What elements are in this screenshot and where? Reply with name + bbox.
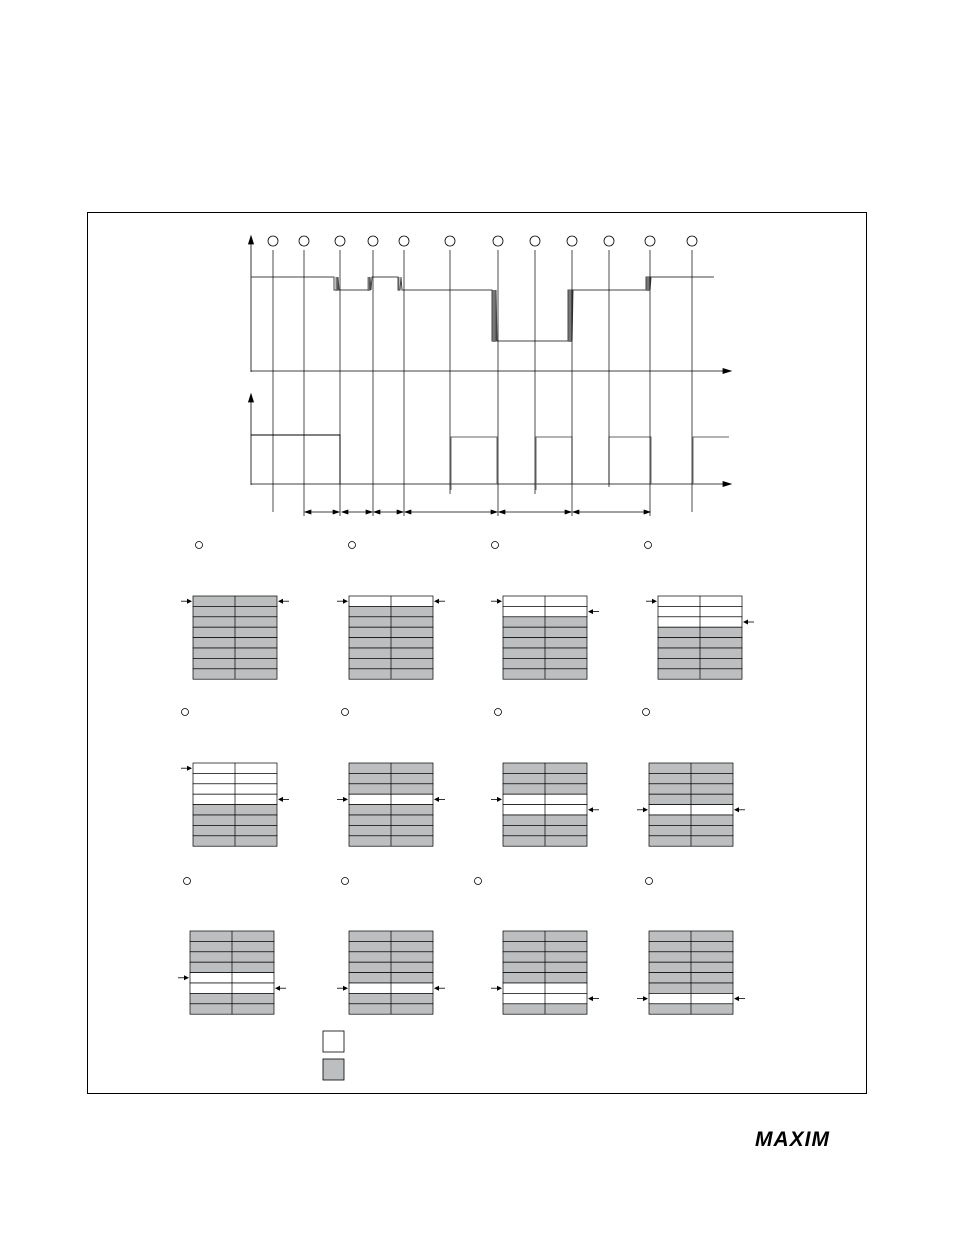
write-pointer-arrow-icon [434, 986, 445, 991]
lower-pulse-5 [693, 437, 729, 484]
lower-pulse-4 [609, 437, 651, 484]
step-marker-circle [445, 236, 455, 246]
step-marker-circle [567, 236, 577, 246]
write-pointer-arrow-icon [588, 609, 599, 614]
fifo-step-circle [495, 709, 502, 716]
fifo-step-circle [646, 878, 653, 885]
fifo-table-2 [337, 542, 445, 680]
read-pointer-arrow-icon [178, 975, 189, 980]
step-marker-circle [530, 236, 540, 246]
upper-waveform-trace [251, 277, 714, 342]
read-pointer-arrow-icon [637, 996, 648, 1001]
read-pointer-arrow-icon [491, 986, 502, 991]
fifo-table-8 [637, 709, 745, 847]
fifo-step-circle [342, 709, 349, 716]
fifo-table-11 [475, 878, 600, 1015]
write-pointer-arrow-icon [588, 996, 599, 1001]
read-pointer-arrow-icon [337, 599, 348, 604]
write-pointer-arrow-icon [734, 996, 745, 1001]
upper-trace-edges [336, 277, 649, 342]
fifo-table-12 [637, 878, 745, 1015]
fifo-step-circle [184, 878, 191, 885]
fifo-step-circle [475, 878, 482, 885]
write-pointer-arrow-icon [434, 599, 445, 604]
step-marker-circle [687, 236, 697, 246]
write-pointer-arrow-icon [588, 807, 599, 812]
upper-waveform-axes [249, 236, 732, 374]
fifo-table-6 [337, 709, 445, 847]
legend-filled-swatch [323, 1059, 344, 1080]
step-marker-circle [335, 236, 345, 246]
fifo-table-3 [491, 542, 599, 680]
read-pointer-arrow-icon [491, 599, 502, 604]
read-pointer-arrow-icon [337, 797, 348, 802]
fifo-table-9 [178, 878, 286, 1015]
write-pointer-arrow-icon [734, 807, 745, 812]
interval-arrows [305, 510, 650, 514]
write-pointer-arrow-icon [743, 620, 754, 625]
upper-y-arrow-icon [249, 236, 254, 244]
logo-text: MAXIM [755, 1128, 830, 1150]
maxim-logo [755, 1126, 865, 1150]
fifo-table-10 [337, 878, 445, 1015]
upper-trace-line [251, 277, 714, 341]
step-marker-circle [299, 236, 309, 246]
fifo-table-5 [181, 709, 289, 847]
read-pointer-arrow-icon [491, 797, 502, 802]
write-pointer-arrow-icon [275, 986, 286, 991]
lower-pulse-3 [536, 437, 572, 490]
read-pointer-arrow-icon [181, 766, 192, 771]
fifo-step-circle [349, 542, 356, 549]
read-pointer-arrow-icon [637, 807, 648, 812]
step-marker-circle [268, 236, 278, 246]
step-markers [268, 236, 697, 246]
lower-waveform-axes [249, 394, 732, 487]
fifo-step-circle [196, 542, 203, 549]
write-pointer-arrow-icon [278, 599, 289, 604]
lower-pulse-2 [451, 437, 497, 490]
read-pointer-arrow-icon [337, 986, 348, 991]
fifo-step-circle [182, 709, 189, 716]
step-marker-circle [493, 236, 503, 246]
read-pointer-arrow-icon [181, 599, 192, 604]
lower-x-arrow-icon [723, 482, 731, 487]
lower-waveform-trace [251, 435, 729, 490]
write-pointer-arrow-icon [278, 797, 289, 802]
legend-empty-swatch [323, 1031, 344, 1052]
step-marker-circle [645, 236, 655, 246]
step-marker-circle [604, 236, 614, 246]
lower-y-arrow-icon [249, 394, 254, 402]
fifo-step-circle [492, 542, 499, 549]
fifo-state-tables [178, 542, 754, 1015]
fifo-table-1 [181, 542, 289, 680]
fifo-step-circle [342, 878, 349, 885]
step-marker-circle [368, 236, 378, 246]
fifo-table-4 [645, 542, 755, 680]
lower-pulse-1 [251, 435, 340, 484]
step-marker-circle [399, 236, 409, 246]
fifo-table-7 [491, 709, 599, 847]
read-pointer-arrow-icon [646, 599, 657, 604]
write-pointer-arrow-icon [434, 797, 445, 802]
legend [323, 1031, 344, 1080]
fifo-step-circle [645, 542, 652, 549]
upper-x-arrow-icon [723, 369, 731, 374]
fifo-step-circle [643, 709, 650, 716]
